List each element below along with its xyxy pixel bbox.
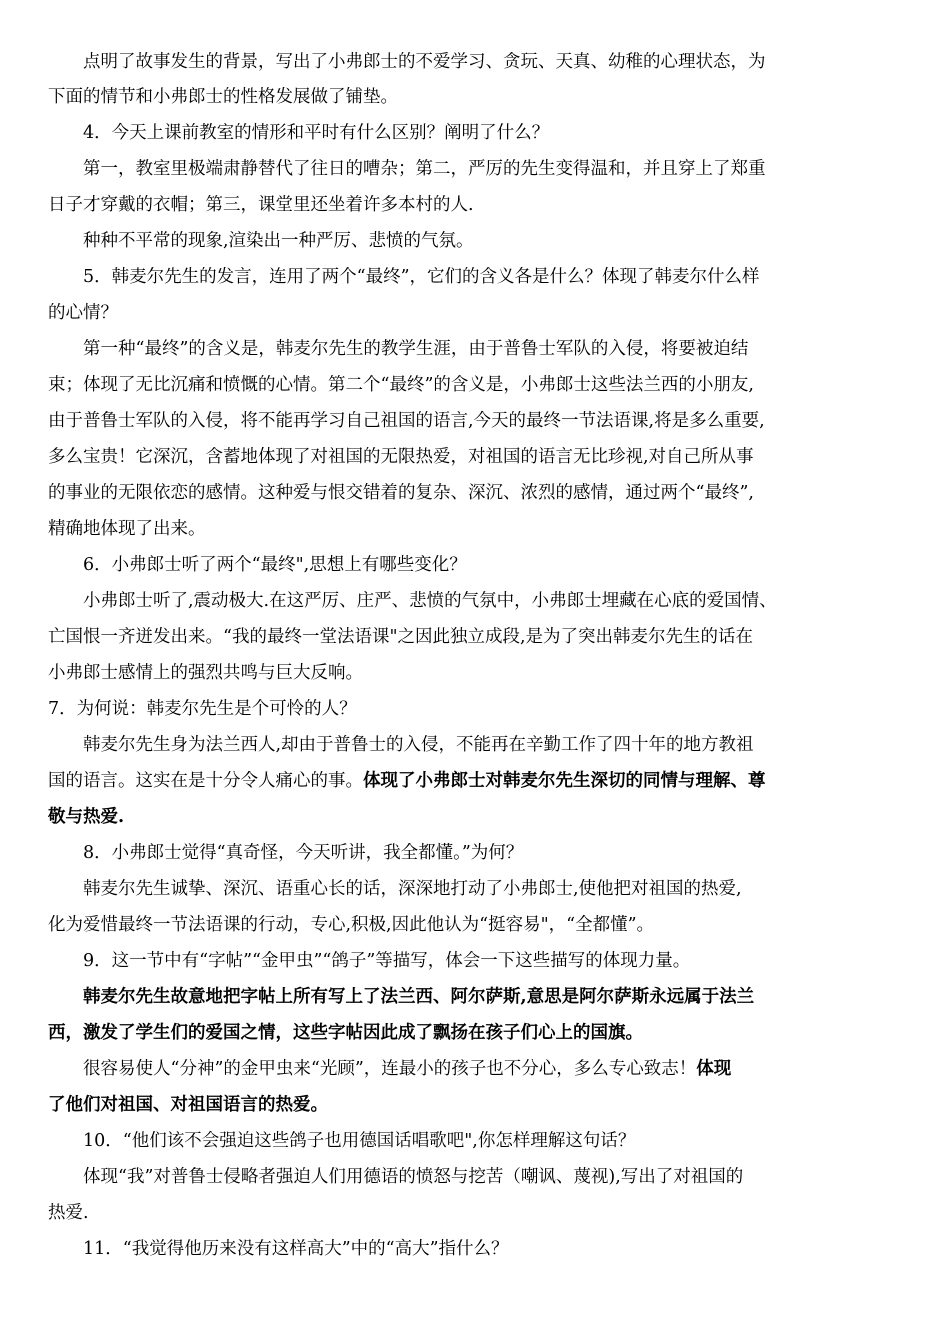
question-6: 6．小弗郎士听了两个“最终",思想上有哪些变化？ [48,555,467,575]
text-line: 亡国恨一齐迸发出来。“我的最终一堂法语课"之因此独立成段,是为了突出韩麦尔先生的话在 [48,627,754,647]
text-line: 小弗郎士感情上的强烈共鸣与巨大反响。 [48,663,363,683]
text-line: 第一种“最终”的含义是，韩麦尔先生的教学生涯，由于普鲁士军队的入侵，将要被迫结 [48,339,749,359]
text-line: 韩麦尔先生诚挚、深沉、语重心长的话，深深地打动了小弗郎士,使他把对祖国的热爱, [48,879,742,899]
question-11: 11．“我觉得他历来没有这样高大”中的“高大”指什么？ [48,1239,509,1259]
text-line: 韩麦尔先生身为法兰西人,却由于普鲁士的入侵，不能再在辛勤工作了四十年的地方教祖 [48,735,754,755]
text-line: 第一，教室里极端肃静替代了往日的嘈杂；第二，严厉的先生变得温和，并且穿上了郑重 [48,159,766,179]
question-5-cont: 的心情？ [48,303,118,323]
text-span: 国的语言。这实在是十分令人痛心的事。 [48,771,363,791]
text-line: 的事业的无限依恋的感情。这种爱与恨交错着的复杂、深沉、浓烈的感情，通过两个“最终”, [48,483,754,503]
text-line: 下面的情节和小弗郎士的性格发展做了铺垫。 [48,87,398,107]
text-line [48,764,902,798]
text-line: 化为爱惜最终一节法语课的行动，专心,积极,因此他认为“挺容易"，“全都懂”。 [48,915,655,935]
text-line: 点明了故事发生的背景，写出了小弗郎士的不爱学习、贪玩、天真、幼稚的心理状态，为 [48,52,766,72]
bold-line: 敬与热爱. [48,807,125,827]
question-9: 9．这一节中有“字帖”“金甲虫”“鸽子”等描写，体会一下这些描写的体现力量。 [48,951,691,971]
text-line: 体现“我”对普鲁士侵略者强迫人们用德语的愤怒与挖苦（嘲讽、蔑视),写出了对祖国的 [48,1167,744,1187]
question-7: 7．为何说：韩麦尔先生是个可怜的人？ [48,699,357,719]
question-8: 8．小弗郎士觉得“真奇怪，今天听讲，我全都懂。”为何？ [48,843,524,863]
bold-line: 了他们对祖国、对祖国语言的热爱。 [48,1095,328,1115]
question-5: 5．韩麦尔先生的发言，连用了两个“最终”，它们的含义各是什么？体现了韩麦尔什么样 [48,267,760,287]
question-10: 10．“他们该不会强迫这些鸽子也用德国话唱歌吧",你怎样理解这句话？ [48,1131,636,1151]
bold-line: 韩麦尔先生故意地把字帖上所有写上了法兰西、阿尔萨斯,意思是阿尔萨斯永远属于法兰 [48,987,755,1007]
text-line: 由于普鲁士军队的入侵，将不能再学习自己祖国的语言,今天的最终一节法语课,将是多么重要, [48,411,765,431]
text-line: 种种不平常的现象,渲染出一种严厉、悲愤的气氛。 [48,231,474,251]
question-4: 4．今天上课前教室的情形和平时有什么区别？阐明了什么？ [48,123,550,143]
text-line: 精确地体现了出来。 [48,519,206,539]
bold-span: 体现 [696,1059,732,1079]
bold-span: 体现了小弗郎士对韩麦尔先生深切的同情与理解、尊 [363,771,766,791]
text-line: 多么宝贵！它深沉，含蓄地体现了对祖国的无限热爱，对祖国的语言无比珍视,对自己所从事 [48,447,754,467]
text-line: 热爱. [48,1203,89,1223]
text-line: 束；体现了无比沉痛和愤慨的心情。第二个“最终”的含义是，小弗郎士这些法兰西的小朋友, [48,375,754,395]
text-line: 日子才穿戴的衣帽；第三，课堂里还坐着许多本村的人. [48,195,474,215]
bold-line: 西，激发了学生们的爱国之情，这些字帖因此成了飘扬在孩子们心上的国旗。 [48,1023,643,1043]
text-line: 小弗郎士听了,震动极大.在这严厉、庄严、悲愤的气氛中，小弗郎士埋藏在心底的爱国情、 [48,591,777,611]
text-span: 很容易使人“分神”的金甲虫来“光顾”，连最小的孩子也不分心，多么专心致志！ [48,1059,697,1079]
text-line [48,1052,902,1086]
